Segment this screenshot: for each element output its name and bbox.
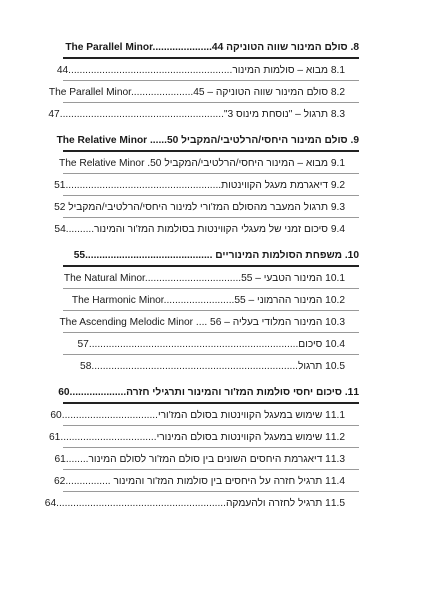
toc-entry-10-3[interactable] [59,313,359,333]
toc-entry-11-4[interactable] [54,472,359,492]
toc-entry-10-5[interactable] [63,357,359,376]
toc-entry-text: 10.5 תרגול.........................................................................58 [80,361,345,372]
toc-entry-text: 11.3 דיאגרמת היחסים השונים בין סולם המז'ור לסולם המינור........61 [54,454,345,465]
toc-entry-8-3[interactable] [48,105,359,124]
toc-heading-text: 8. סולם המינור שווה הטוניקה The Parallel Minor.....................44 [65,42,359,53]
toc-entry-text: 10.4 סיכום..........................................................................57 [77,339,345,350]
toc-entry-9-2[interactable] [54,176,359,196]
toc-entry-text: 11.2 שימוש במעגל הקווינטות בסולם המינורי..................................61 [49,432,345,443]
toc-heading-11[interactable] [58,383,359,404]
toc-entry-11-2[interactable] [49,428,359,448]
toc-entry-text: 11.4 תרגיל חזרה על היחסים בין סולמות המז'ור והמינור ................62 [54,476,345,487]
toc-entry-10-2[interactable] [63,291,359,311]
toc-heading-10[interactable] [63,246,359,267]
toc-entry-text: 8.3 תרגול – "נוסחת מינוס 3"..........................................................47 [48,109,345,120]
toc-entry-text: 11.5 תרגיל לחזרה ולהעמקה............................................................64 [44,498,345,509]
toc-section-11 [44,383,359,513]
toc-entry-9-1[interactable] [58,154,359,174]
toc-entry-9-3[interactable] [54,198,359,218]
table-of-contents [44,38,359,520]
toc-section-10 [59,246,359,376]
toc-entry-11-5[interactable] [44,494,359,513]
toc-entry-8-1[interactable] [56,61,359,81]
toc-entry-text: 10.3 המינור המלודי בעליה – The Ascending Melodic Minor .... 56 [59,317,345,328]
toc-entry-10-4[interactable] [63,335,359,355]
toc-entry-text: 9.2 דיאגרמת מעגל הקווינטות.......................................................51 [54,180,345,191]
toc-entry-9-4[interactable] [54,220,359,239]
toc-entry-text: 10.2 המינור ההרמוני – The Harmonic Minor.........................55 [71,295,345,306]
toc-entry-text: 10.1 המינור הטבעי – The Natural Minor..................................55 [63,273,345,284]
toc-entry-10-1[interactable] [63,269,359,289]
toc-entry-text: 9.4 סיכום זמני של מעגלי הקווינטות בסולמות המז'ור והמינור..........54 [54,224,345,235]
toc-entry-8-2[interactable] [48,83,359,103]
toc-section-8 [48,38,359,124]
toc-entry-text: 8.1 מבוא – סולמות המינור..........................................................44 [56,65,345,76]
toc-heading-text: 10. משפחת הסולמות המינוריים .............................................55 [73,250,359,261]
toc-heading-8[interactable] [63,38,359,59]
toc-entry-text: 9.3 תרגול המעבר מהסולם המז'ורי למינור היחסי/הרלטיבי/המקביל 52 [54,202,345,213]
toc-entry-text: 8.2 סולם המינור שווה הטוניקה – The Parallel Minor......................45 [48,87,345,98]
toc-heading-text: 11. סיכום יחסי סולמות המז'ור והמינור ותרגילי חזרה....................60 [58,387,359,398]
toc-entry-11-1[interactable] [50,406,359,426]
toc-entry-text: 11.1 שימוש במעגל הקווינטות בסולם המז'ורי..................................60 [50,410,345,421]
toc-entry-text: 9.1 מבוא – המינור היחסי/הרלטיבי/המקביל The Relative Minor .50 [58,158,345,169]
toc-heading-9[interactable] [56,131,359,152]
toc-entry-11-3[interactable] [54,450,359,470]
toc-section-9 [54,131,359,239]
toc-heading-text: 9. סולם המינור היחסי/הרלטיבי/המקביל The Relative Minor ......50 [56,135,359,146]
